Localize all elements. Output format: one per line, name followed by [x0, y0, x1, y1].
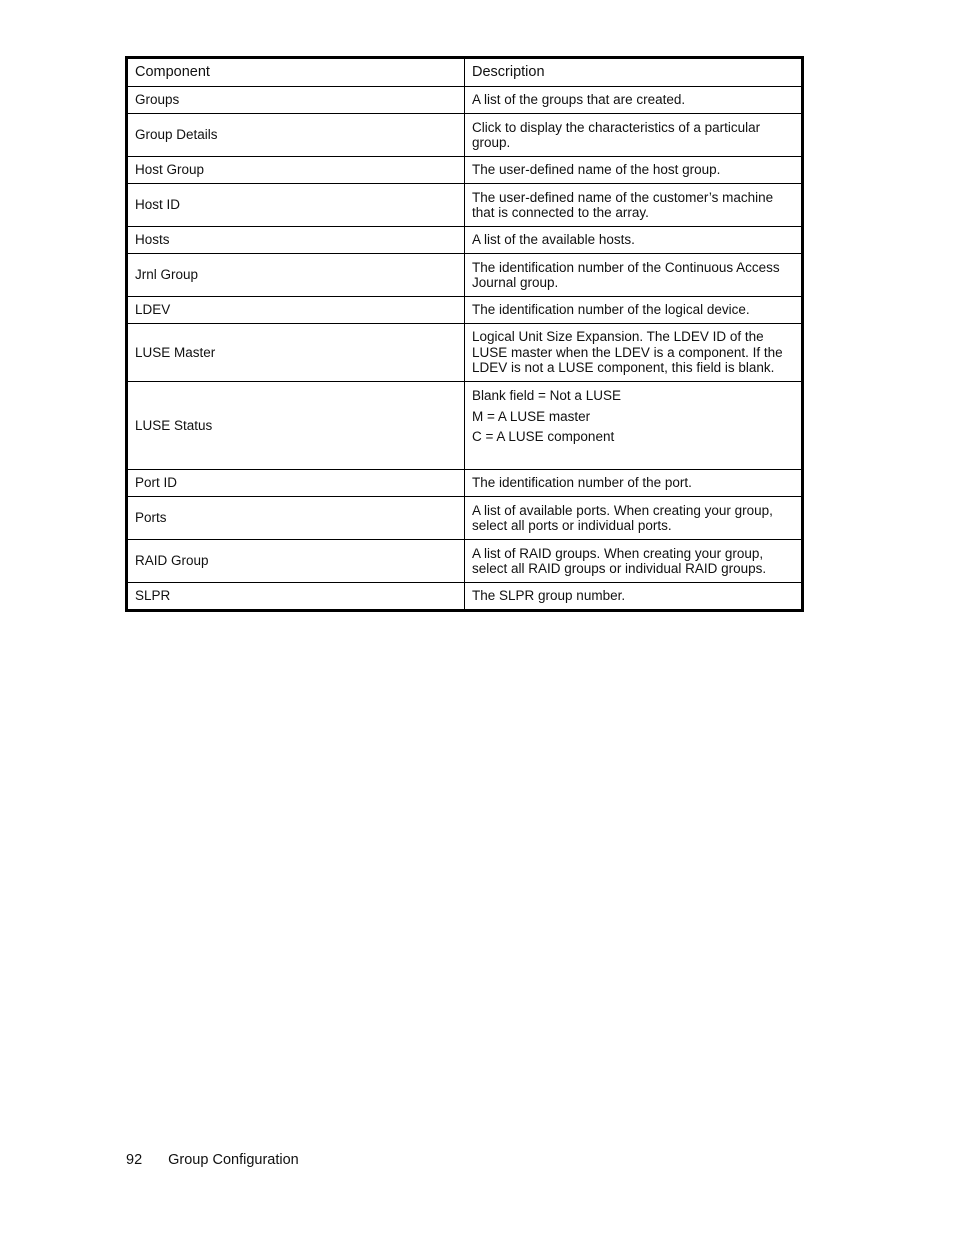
table-row	[127, 87, 803, 114]
table-row	[127, 497, 803, 540]
component-cell: RAID Group	[127, 540, 465, 583]
component-cell: Hosts	[127, 227, 465, 254]
table-row	[127, 382, 803, 470]
component-cell: Jrnl Group	[127, 254, 465, 297]
component-cell: SLPR	[127, 583, 465, 611]
table-row	[127, 583, 803, 611]
component-cell: LDEV	[127, 297, 465, 324]
component-description-table	[125, 56, 804, 612]
section-title: Group Configuration	[168, 1152, 299, 1168]
page-number: 92	[126, 1152, 143, 1168]
table-row	[127, 540, 803, 583]
table-row	[127, 157, 803, 184]
component-cell: Host ID	[127, 184, 465, 227]
description-cell: The identification number of the port.	[465, 470, 803, 497]
description-cell: A list of the groups that are created.	[465, 87, 803, 114]
table-row	[127, 227, 803, 254]
description-cell: The identification number of the logical device.	[465, 297, 803, 324]
table-row	[127, 184, 803, 227]
table-row	[127, 297, 803, 324]
component-cell: Ports	[127, 497, 465, 540]
description-cell	[465, 382, 803, 470]
description-cell: Logical Unit Size Expansion. The LDEV ID of the LUSE master when the LDEV is a component. If the LDEV is not a LUSE component, this field is blank.	[465, 324, 803, 382]
luse-status-line: C = A LUSE component	[472, 429, 615, 444]
component-cell: Group Details	[127, 114, 465, 157]
table-row	[127, 470, 803, 497]
component-cell: Groups	[127, 87, 465, 114]
description-cell: A list of the available hosts.	[465, 227, 803, 254]
header-component: Component	[127, 58, 465, 87]
component-cell: LUSE Master	[127, 324, 465, 382]
description-cell: A list of RAID groups. When creating your group, select all RAID groups or individual RAID groups.	[465, 540, 803, 583]
table-row	[127, 114, 803, 157]
description-cell: A list of available ports. When creating your group, select all ports or individual ports.	[465, 497, 803, 540]
luse-status-line: M = A LUSE master	[472, 408, 591, 424]
table-row	[127, 254, 803, 297]
luse-status-line: Blank field = Not a LUSE	[472, 388, 621, 403]
description-cell: The identification number of the Continuous Access Journal group.	[465, 254, 803, 297]
component-cell: Port ID	[127, 470, 465, 497]
description-cell: The user-defined name of the host group.	[465, 157, 803, 184]
description-cell: Click to display the characteristics of a particular group.	[465, 114, 803, 157]
description-cell: The SLPR group number.	[465, 583, 803, 611]
header-description: Description	[465, 58, 803, 87]
component-cell: LUSE Status	[127, 382, 465, 470]
table-row	[127, 324, 803, 382]
description-cell: The user-defined name of the customer’s machine that is connected to the array.	[465, 184, 803, 227]
page-footer	[126, 1151, 299, 1169]
component-cell: Host Group	[127, 157, 465, 184]
table-header-row	[127, 58, 803, 87]
